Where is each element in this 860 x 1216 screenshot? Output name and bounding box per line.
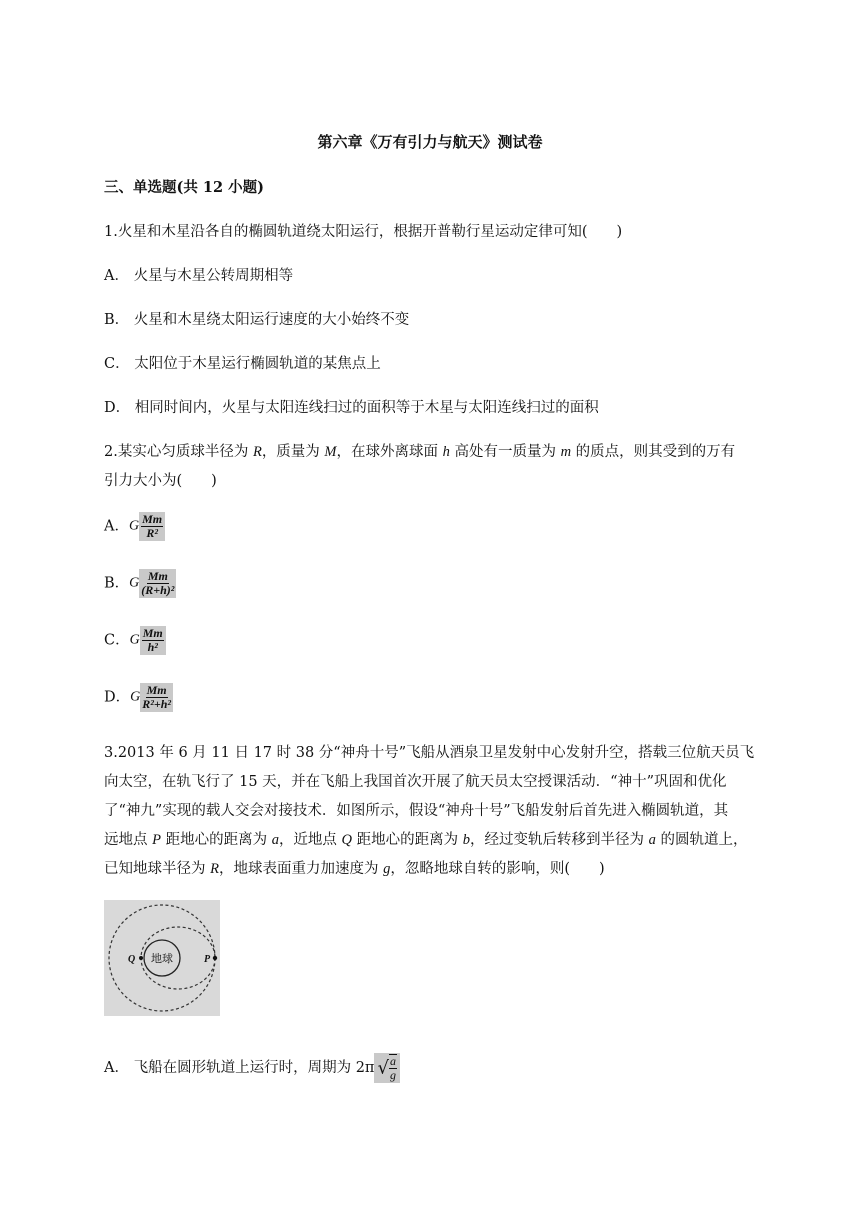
q1-stem: 1.火星和木星沿各自的椭圆轨道绕太阳运行，根据开普勒行星运动定律可知( )	[104, 224, 623, 240]
page-title: 第六章《万有引力与航天》测试卷	[317, 133, 543, 151]
q1-option-d: D． 相同时间内，火星与太阳连线扫过的面积等于木星与太阳连线扫过的面积	[104, 400, 599, 416]
p-label: P	[204, 954, 211, 965]
q2-option-d: D．G $\frac{Mm}{\text{R²+h²}}$	[104, 683, 171, 711]
q3-option-a: A． 飞船在圆形轨道上运行时，周期为 2π √ $\frac{a}{g}$	[104, 1053, 400, 1083]
q1-option-c: C． 太阳位于木星运行椭圆轨道的某焦点上	[104, 356, 381, 372]
formula-image: $\frac{Mm}{\text{h²}}$	[140, 626, 166, 655]
q2-option-c: C．G $\frac{Mm}{\text{h²}}$	[104, 626, 166, 655]
q2-option-b: B．G $\frac{Mm}{\text{(R+h)²}}$	[104, 569, 175, 597]
q3-stem-line5: 已知地球半径为 R，地球表面重力加速度为 g，忽略地球自转的影响，则( )	[104, 861, 605, 877]
formula-image: $\frac{Mm}{\text{R²+h²}}$	[142, 683, 171, 711]
q1-option-a: A． 火星与木星公转周期相等	[104, 268, 294, 284]
sqrt-formula-image: √ $\frac{a}{g}$	[374, 1053, 399, 1083]
q1-option-b: B． 火星和木星绕太阳运行速度的大小始终不变	[104, 312, 410, 328]
earth-label: 地球	[151, 952, 173, 965]
formula-image: $\frac{Mm}{\text{R²}}$	[139, 512, 165, 541]
orbit-diagram-svg	[104, 900, 220, 1016]
point-p	[213, 956, 217, 960]
formula-image: $\frac{Mm}{\text{(R+h)²}}$	[141, 569, 175, 597]
point-q	[139, 956, 143, 960]
q-label: Q	[128, 954, 136, 965]
q2-stem-line1: 2.某实心匀质球半径为 R，质量为 M，在球外离球面 h 高处有一质量为 m 的质点，则其受到的万有	[104, 444, 736, 460]
q2-stem-line2: 引力大小为( )	[104, 473, 217, 489]
orbit-diagram	[104, 900, 220, 1016]
section-heading: 三、单选题(共 12 小题)	[104, 179, 264, 196]
q3-stem-line4: 远地点 P 距地心的距离为 a，近地点 Q 距地心的距离为 b，经过变轨后转移到半径为 a 的圆轨道上，	[104, 832, 748, 848]
q3-stem-line2: 向太空，在轨飞行了 15 天，并在飞船上我国首次开展了航天员太空授课活动．“神十”巩固和优化	[104, 774, 727, 790]
q3-stem-line3: 了“神九”实现的载人交会对接技术．如图所示，假设“神舟十号”飞船发射后首先进入椭圆轨道，其	[104, 803, 729, 819]
q3-stem-line1: 3.2013 年 6 月 11 日 17 时 38 分“神舟十号”飞船从酒泉卫星发射中心发射升空，搭载三位航天员飞	[104, 745, 755, 761]
q2-option-a: A．G $\frac{Mm}{\text{R²}}$	[104, 512, 165, 541]
